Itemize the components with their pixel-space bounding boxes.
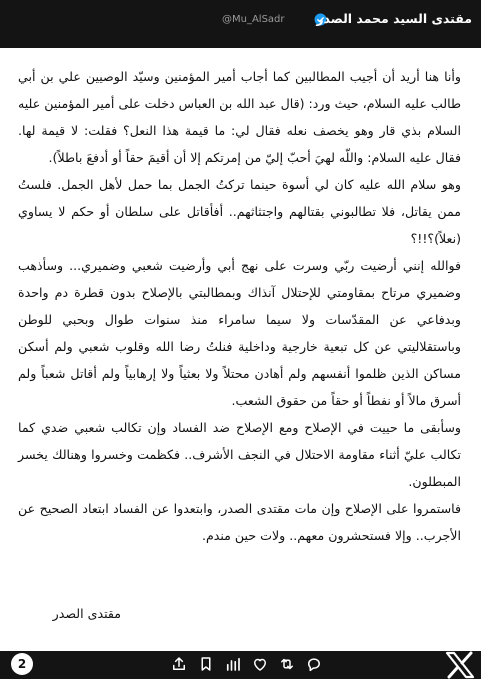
retweet-icon[interactable] bbox=[278, 655, 296, 673]
signature: مقتدى الصدر bbox=[52, 606, 121, 621]
account-handle[interactable]: @Mu_AlSadr bbox=[222, 14, 285, 25]
bookmark-icon[interactable] bbox=[197, 655, 215, 673]
action-bar bbox=[170, 655, 323, 673]
share-icon[interactable] bbox=[170, 655, 188, 673]
paragraph-3: فوالله إنني أرضيت ربّي وسرت على نهج أبي وأرضيت شعبي وضميري... وسأذهب وضميري مرتاح بمقاومتي للإحتلال آنذاك وبمطالبتي بالإصلاح بدون قطرة دم واحدة وبدفاعي عن المقدّسات ولا سيما سامراء منذ سنوات طوال وبحبي للوطن وباستقلاليتي عن كل تبعية خارجية وداخلية فنلتُ رضا الله وقلوب شعبي ولم أسكن مساكن الذين ظلموا أنفسهم ولم أهادن محتلاً ولا بعثياً ولا إرهابياً ولم أقاتل شعباً ولم أسرق مالاً أو نفطاً أو حقاً من حقوق الشعب. bbox=[18, 258, 461, 408]
top-bar bbox=[0, 0, 481, 49]
reply-icon[interactable] bbox=[305, 655, 323, 673]
views-icon[interactable] bbox=[224, 655, 242, 673]
page-number-badge: 2 bbox=[11, 653, 33, 675]
like-icon[interactable] bbox=[251, 655, 269, 673]
paragraph-5: فاستمروا على الإصلاح وإن مات مقتدى الصدر، وابتعدوا عن الفساد ابتعاد الصحيح عن الأجرب.. وإلا فستحشرون معهم.. ولات حين مندم. bbox=[18, 501, 461, 543]
paragraph-4: وسأبقى ما حييت في الإصلاح ومع الإصلاح ضد الفساد وإن تكالب شعبي ضدي كما تكالب عليّ أثناء مقاومة الاحتلال في النجف الأشرف.. فكظمت وخسروا وهنالك يخسر المبطلون. bbox=[18, 420, 461, 489]
paragraph-2: وهو سلام الله عليه كان لي أسوة حينما تركتُ الجمل بما حمل لأهل الجمل. فلستُ ممن يقاتل، فلا تطالبوني بقتالهم واجتثاثهم.. أفأقاتل على سلطان أو حكم لا يساوي (نعلاً)؟!!؟ bbox=[18, 177, 461, 246]
x-logo-icon bbox=[444, 651, 476, 679]
paragraph-1: وأنا هنا أريد أن أجيب المطالبين كما أجاب أمير المؤمنين وسيّد الوصيين علي بن أبي طالب عليه السلام، حيث ورد: (قال عبد الله بن العباس دخلت على أمير المؤمنين عليه السلام بذي قار وهو يخصف نعله فقال لي: ما قيمة هذا النعل؟ فقلت: لا قيمة لها. فقال عليه السلام: واللّه لهيَ أحبّ إليّ من إمرتكم إلا أن أقيمَ حقاً أو أدفعَ باطلاً). bbox=[18, 69, 461, 165]
author-name[interactable]: مقتدى السيد محمد الصدر bbox=[316, 11, 472, 26]
post-body bbox=[18, 63, 461, 549]
